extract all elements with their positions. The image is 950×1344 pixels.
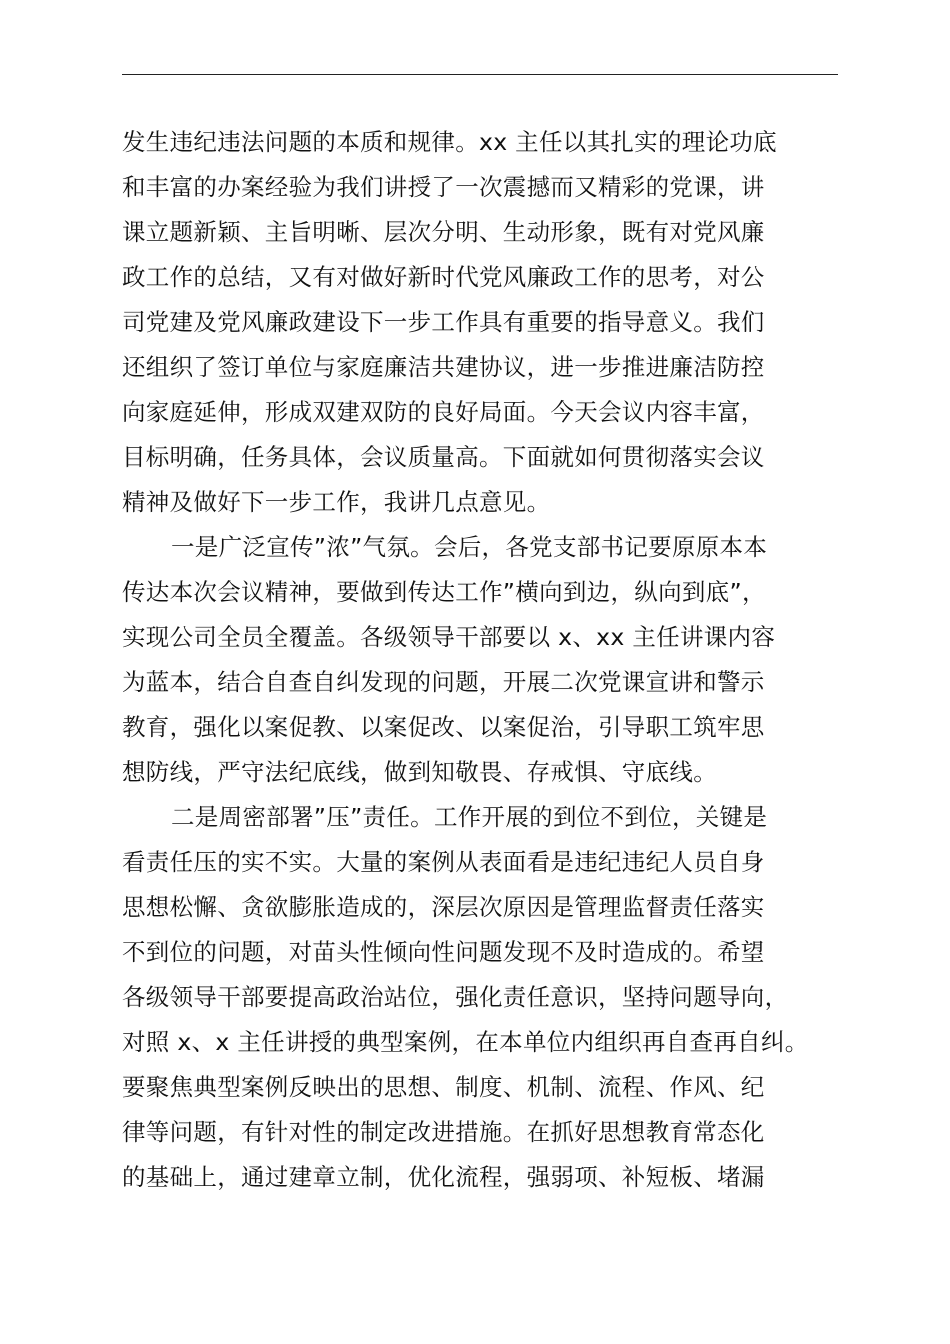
text-line-6: 还组织了签订单位与家庭廉洁共建协议，进一步推进廉洁防控 <box>122 353 765 381</box>
text-line-24: 的基础上，通过建章立制，优化流程，强弱项、补短板、堵漏 <box>122 1163 765 1191</box>
text-line-5: 司党建及党风廉政建设下一步工作具有重要的指导意义。我们 <box>122 308 765 336</box>
text-line-15: 想防线，严守法纪底线，做到知敬畏、存戒惧、守底线。 <box>122 758 717 786</box>
text-line-14: 教育，强化以案促教、以案促改、以案促治，引导职工筑牢思 <box>122 713 765 741</box>
text-line-13: 为蓝本，结合自查自纠发现的问题，开展二次党课宣讲和警示 <box>122 668 765 696</box>
text-line-4: 政工作的总结，又有对做好新时代党风廉政工作的思考，对公 <box>122 263 765 291</box>
text-line-19: 不到位的问题，对苗头性倾向性问题发现不及时造成的。希望 <box>122 938 765 966</box>
text-line-18: 思想松懈、贪欲膨胀造成的，深层次原因是管理监督责任落实 <box>122 893 765 921</box>
text-line-11: 传达本次会议精神，要做到传达工作”横向到边，纵向到底”， <box>122 578 766 606</box>
paragraph-2-heading-line: 二是周密部署”压”责任。工作开展的到位不到位，关键是 <box>171 803 768 831</box>
text-line-3: 课立题新颖、主旨明晰、层次分明、生动形象，既有对党风廉 <box>122 218 765 246</box>
header-rule <box>122 74 838 75</box>
text-line-1: 发生违纪违法问题的本质和规律。xx 主任以其扎实的理论功底 <box>122 128 777 156</box>
text-line-17: 看责任压的实不实。大量的案例从表面看是违纪违纪人员自身 <box>122 848 765 876</box>
text-line-2: 和丰富的办案经验为我们讲授了一次震撼而又精彩的党课，讲 <box>122 173 765 201</box>
text-line-12: 实现公司全员全覆盖。各级领导干部要以 x、xx 主任讲课内容 <box>122 623 776 651</box>
document-body <box>122 120 862 1200</box>
text-line-22: 要聚焦典型案例反映出的思想、制度、机制、流程、作风、纪 <box>122 1073 765 1101</box>
text-line-7: 向家庭延伸，形成双建双防的良好局面。今天会议内容丰富， <box>122 398 765 426</box>
text-line-21: 对照 x、x 主任讲授的典型案例，在本单位内组织再自查再自纠。 <box>122 1028 809 1056</box>
text-line-23: 律等问题，有针对性的制定改进措施。在抓好思想教育常态化 <box>122 1118 765 1146</box>
text-line-9: 精神及做好下一步工作，我讲几点意见。 <box>122 488 551 516</box>
text-line-20: 各级领导干部要提高政治站位，强化责任意识，坚持问题导向， <box>122 983 789 1011</box>
text-line-8: 目标明确，任务具体，会议质量高。下面就如何贯彻落实会议 <box>122 443 765 471</box>
paragraph-1-heading-line: 一是广泛宣传”浓”气氛。会后，各党支部书记要原原本本 <box>171 533 768 561</box>
